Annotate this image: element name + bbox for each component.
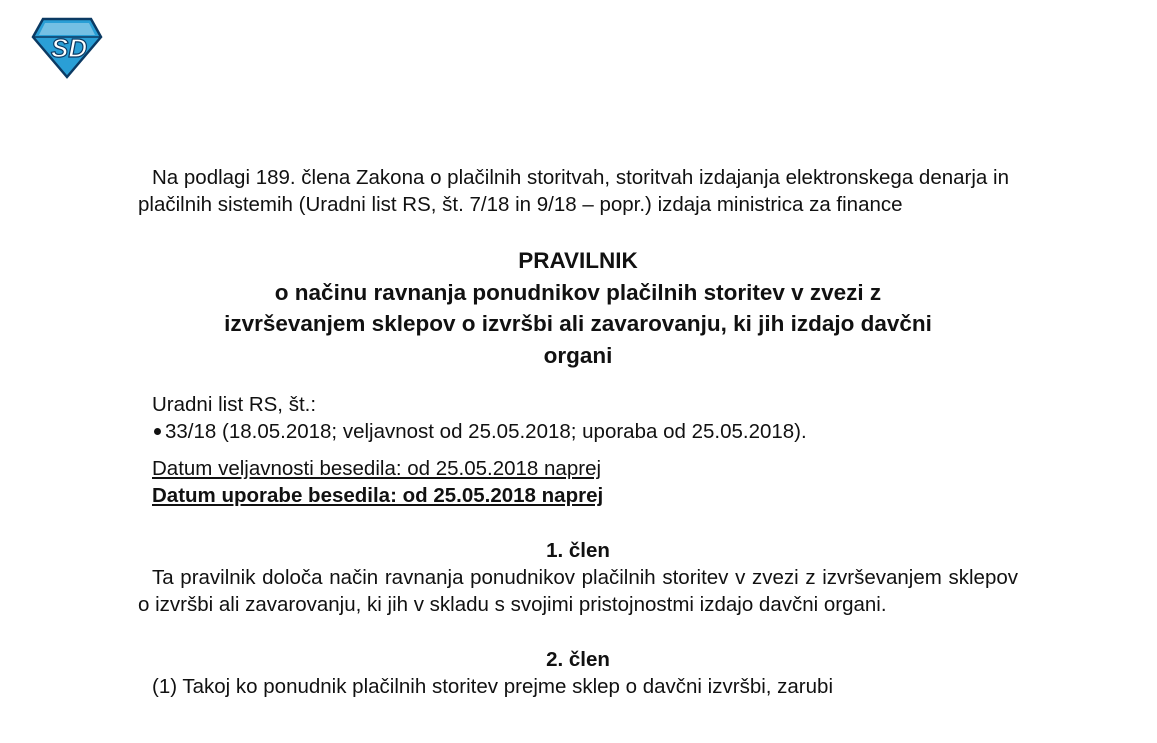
article-2 <box>138 646 1018 700</box>
article-heading: 1. člen <box>546 539 610 562</box>
diamond-logo-icon <box>31 17 103 79</box>
title-line-1: PRAVILNIK <box>518 248 638 273</box>
logo-letters: SD <box>51 33 88 63</box>
document-title <box>138 245 1018 371</box>
title-line-4: organi <box>543 342 613 368</box>
validity-date: Datum veljavnosti besedila: od 25.05.2018 naprej <box>152 457 602 480</box>
gazette-entry <box>152 418 1018 445</box>
article-1 <box>138 537 1018 618</box>
gazette-info <box>138 391 1018 445</box>
article-text: (1) Takoj ko ponudnik plačilnih storitev prejme sklep o davčni izvršbi, zarubi <box>152 675 833 698</box>
gazette-entry-text: 33/18 (18.05.2018; veljavnost od 25.05.2018; uporaba od 25.05.2018). <box>165 420 807 443</box>
article-text: Ta pravilnik določa način ravnanja ponudnikov plačilnih storitev v zvezi z izvrševanjem sklepov o izvršbi ali zavarovanju, ki jih v skladu s svojimi pristojnostmi izdajo davčni organi. <box>138 566 1018 616</box>
title-line-2: o načinu ravnanja ponudnikov plačilnih storitev v zvezi z <box>274 279 882 305</box>
document-page <box>138 164 1018 700</box>
application-date: Datum uporabe besedila: od 25.05.2018 naprej <box>152 484 604 507</box>
gazette-label: Uradni list RS, št.: <box>152 393 317 416</box>
article-heading: 2. člen <box>546 648 610 671</box>
logo <box>31 17 103 79</box>
intro-paragraph: Na podlagi 189. člena Zakona o plačilnih storitvah, storitvah izdajanja elektronskega denarja in plačilnih sistemih (Uradni list RS, št. 7/18 in 9/18 – popr.) izdaja ministrica za finance <box>138 166 1009 216</box>
date-info <box>138 455 1018 509</box>
bullet-icon <box>154 428 161 435</box>
title-line-3: izvrševanjem sklepov o izvršbi ali zavarovanju, ki jih izdajo davčni <box>224 311 932 336</box>
